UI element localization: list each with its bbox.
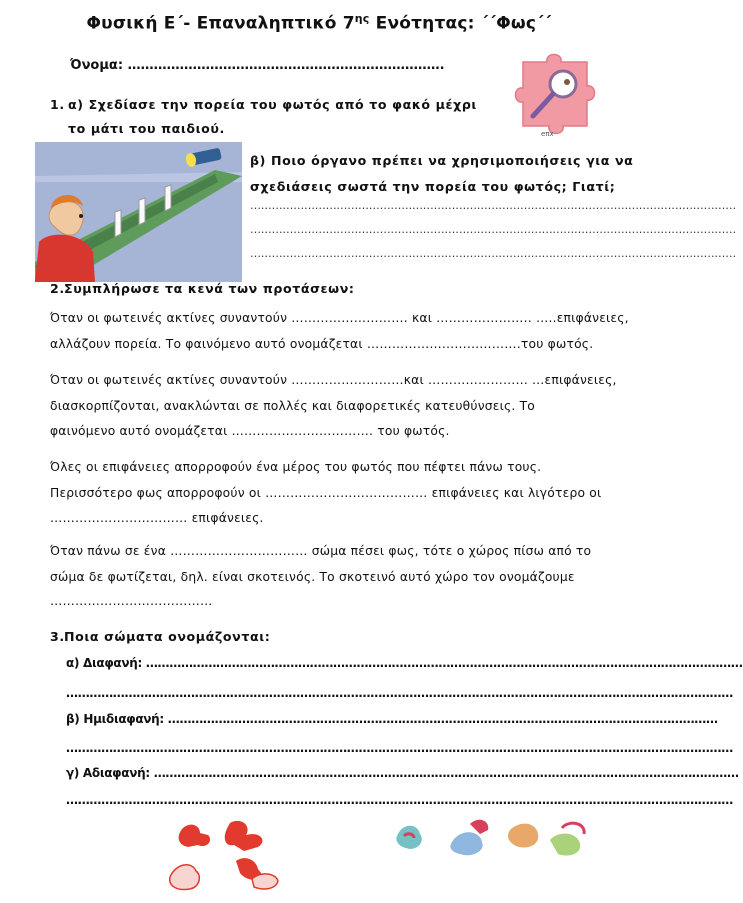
q1b-answer-line-2[interactable]: ……………………………………………………………………………………………………………………… [250,223,737,236]
hand-figures-illustration [390,812,600,872]
q2-line-1: Όταν οι φωτεινές ακτίνες συναντούν ………………………. και ………………….. …..επιφάνειες, [50,311,629,325]
name-field-line[interactable]: Όνομα: ………………………………………………………………. [70,58,445,73]
q1b-answer-line-3[interactable]: ……………………………………………………………………………………………………………………… [250,247,737,260]
puzzle-magnifier-icon [505,44,605,144]
q2-line-11: ………………………………… [50,594,213,608]
q3-title: Ποια σώματα ονομάζονται: [64,629,271,644]
flashlight-experiment-illustration [35,142,242,282]
q2-line-5: φαινόμενο αυτό ονομάζεται ……………………………. του φωτός. [50,424,450,438]
q2-line-9: Όταν πάνω σε ένα …………………………… σώμα πέσει φως, τότε ο χώρος πίσω από το [50,544,592,558]
q3-item-opaque[interactable]: γ) Αδιαφανή: …………………………………………………………………………………………………………………………………… [66,766,739,780]
q2-line-3: Όταν οι φωτεινές ακτίνες συναντούν ………………………και …………………… …επιφάνειες, [50,373,617,387]
q2-line-2: αλλάζουν πορεία. Το φαινόμενο αυτό ονομάζεται ……………………………….του φωτός. [50,337,594,351]
q2-line-10: σώμα δε φωτίζεται, δηλ. είναι σκοτεινός. Το σκοτεινό αυτό χώρο τον ονομάζουμε [50,570,575,584]
q1b-line2: σχεδιάσεις σωστά την πορεία του φωτός; Γιατί; [250,179,616,194]
hand-shadow-illustration [160,815,290,895]
q1a-line2: το μάτι του παιδιού. [68,121,225,136]
q1a-line1: α) Σχεδίασε την πορεία του φωτός από το φακό μέχρι [68,97,477,112]
q3-item-translucent[interactable]: β) Ημιδιαφανή: …………………………………………………………………………………………………………………………… [66,712,718,726]
q2-number: 2. [50,281,65,296]
q3-item-translucent-cont[interactable]: ……………………………………………………………………………………………………………………………………………………… [66,741,733,755]
q1-number: 1. [50,97,65,112]
q2-line-6: Όλες οι επιφάνειες απορροφούν ένα μέρος του φωτός που πέφτει πάνω τους. [50,460,542,474]
q1b-answer-line-1[interactable]: ……………………………………………………………………………………………………………………… [250,199,737,212]
page-title: Φυσική Ε΄- Επαναληπτικό $7^{\eta\varsigma}$ Ενότητας: ΄΄Φως΄΄ [86,12,552,34]
logo-caption: eπx [541,130,554,138]
q2-line-8: …………………………… επιφάνειες. [50,511,264,525]
logo [505,44,605,144]
q3-item-transparent[interactable]: α) Διαφανή: ……………………………………………………………………………………………………………………………………… [66,656,743,670]
q2-line-7: Περισσότερο φως απορροφούν οι ………………………………… επιφάνειες και λιγότερο οι [50,486,602,500]
q3-item-transparent-cont[interactable]: ……………………………………………………………………………………………………………………………………………………… [66,686,733,700]
q1b-line1: β) Ποιο όργανο πρέπει να χρησιμοποιήσεις για να [250,153,634,168]
q2-title: Συμπλήρωσε τα κενά των προτάσεων: [64,281,355,296]
q3-number: 3. [50,629,65,644]
q2-line-4: διασκορπίζονται, ανακλώνται σε πολλές και διαφορετικές κατευθύνσεις. Το [50,399,536,413]
q3-item-opaque-cont[interactable]: ……………………………………………………………………………………………………………………………………………………… [66,793,733,807]
